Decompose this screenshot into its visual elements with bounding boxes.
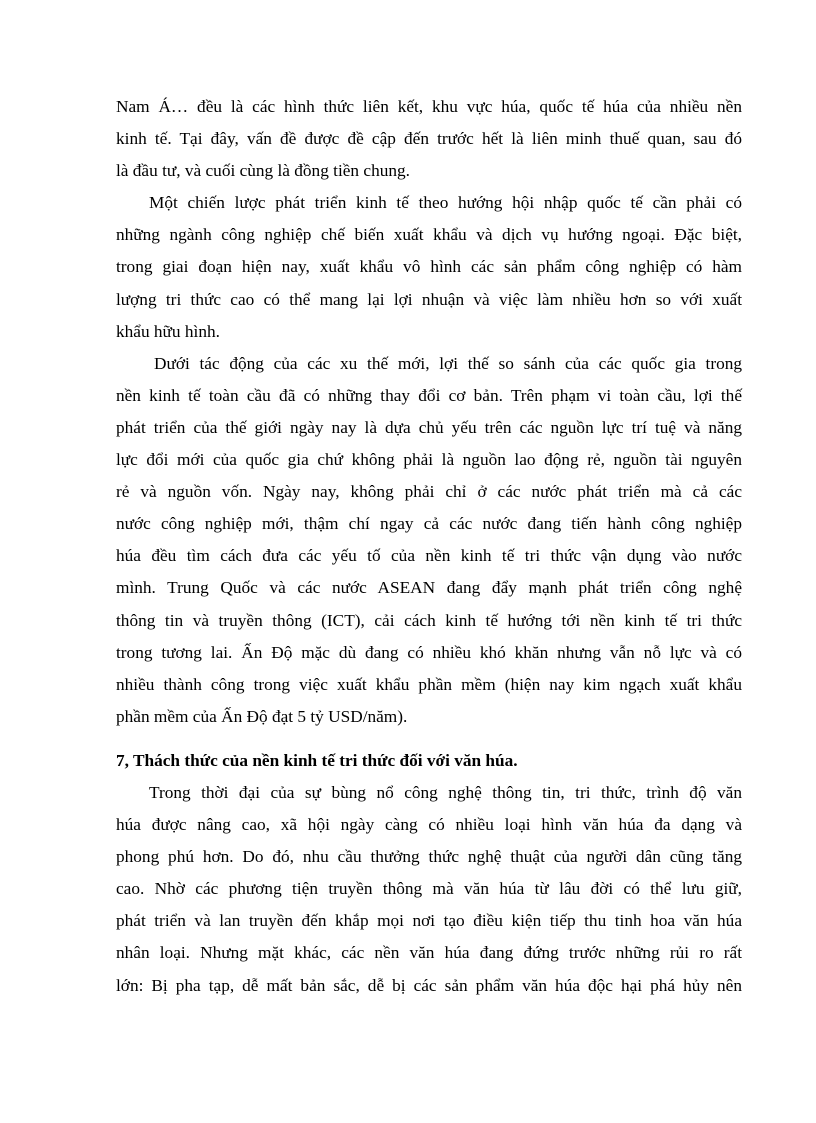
- text-line: nhân loại. Nhưng mặt khác, các nền văn húa đang đứng trước những rủi ro rất: [116, 943, 742, 963]
- text-line: lực đổi mới của quốc gia chứ không phải là nguồn lao động rẻ, nguồn tài nguyên: [116, 450, 742, 470]
- text-line: phần mềm của Ấn Độ đạt 5 tỷ USD/năm).: [116, 706, 408, 726]
- text-line: phát triển và lan truyền đến khắp mọi nơi tạo điều kiện tiếp thu tinh hoa văn húa: [116, 911, 742, 931]
- text-line: kinh tế. Tại đây, vấn đề được đề cập đến trước hết là liên minh thuế quan, sau đó: [116, 129, 742, 149]
- text-line: rẻ và nguồn vốn. Ngày nay, không phải chỉ ở các nước phát triển mà cả các: [116, 482, 742, 502]
- text-line: khẩu hữu hình.: [116, 321, 220, 341]
- text-line: là đầu tư, và cuối cùng là đồng tiền chung.: [116, 161, 410, 181]
- text-line: cao. Nhờ các phương tiện truyền thông mà văn húa từ lâu đời có thể lưu giữ,: [116, 879, 742, 899]
- paragraph-1: [116, 91, 742, 187]
- text-line: húa được nâng cao, xã hội ngày càng có nhiều loại hình văn húa đa dạng và: [116, 815, 742, 835]
- text-line: phát triển của thế giới ngày nay là dựa chủ yếu trên các nguồn lực trí tuệ và năng: [116, 417, 742, 437]
- text-line: Một chiến lược phát triển kinh tế theo hướng hội nhập quốc tế cần phải có: [149, 193, 742, 213]
- text-line: trong giai đoạn hiện nay, xuất khẩu vô hình các sản phẩm công nghiệp có hàm: [116, 257, 742, 277]
- section-heading-text: 7, Thách thức của nền kinh tế tri thức đối với văn húa.: [116, 750, 518, 770]
- text-line: phong phú hơn. Do đó, nhu cầu thưởng thức nghệ thuật của người dân cũng tăng: [116, 847, 742, 867]
- text-line: thông tin và truyền thông (ICT), cải cách kinh tế hướng tới nền kinh tế tri thức: [116, 610, 742, 630]
- paragraph-2: [116, 187, 742, 347]
- paragraph-3: [116, 348, 742, 733]
- text-line: mình. Trung Quốc và các nước ASEAN đang đẩy mạnh phát triển công nghệ: [116, 578, 742, 598]
- text-line: những ngành công nghiệp chế biến xuất khẩu và dịch vụ hướng ngoại. Đặc biệt,: [116, 225, 742, 245]
- text-line: Trong thời đại của sự bùng nổ công nghệ thông tin, tri thức, trình độ văn: [149, 782, 742, 802]
- page-body: [116, 91, 742, 1002]
- text-line: Dưới tác động của các xu thế mới, lợi thế so sánh của các quốc gia trong: [154, 353, 742, 373]
- text-line: nhiều thành công trong việc xuất khẩu phần mềm (hiện nay kim ngạch xuất khẩu: [116, 674, 742, 694]
- section-heading: [116, 745, 742, 777]
- text-line: Nam Á… đều là các hình thức liên kết, khu vực húa, quốc tế húa của nhiều nền: [116, 97, 742, 116]
- text-line: nước công nghiệp mới, thậm chí ngay cả các nước đang tiến hành công nghiệp: [116, 514, 742, 534]
- text-line: lớn: Bị pha tạp, dễ mất bản sắc, dễ bị các sản phẩm văn húa độc hại phá hủy nên: [116, 975, 742, 995]
- text-line: trong tương lai. Ấn Độ mặc dù đang có nhiều khó khăn nhưng vẫn nỗ lực và có: [116, 642, 742, 662]
- text-line: lượng tri thức cao có thể mang lại lợi nhuận và việc làm nhiều hơn so với xuất: [116, 289, 742, 309]
- text-line: húa đều tìm cách đưa các yếu tố của nền kinh tế tri thức vận dụng vào nước: [116, 546, 742, 566]
- text-line: nền kinh tế toàn cầu đã có những thay đổi cơ bản. Trên phạm vi toàn cầu, lợi thế: [116, 385, 742, 405]
- paragraph-4: [116, 777, 742, 1002]
- paragraph-gap: [116, 733, 742, 745]
